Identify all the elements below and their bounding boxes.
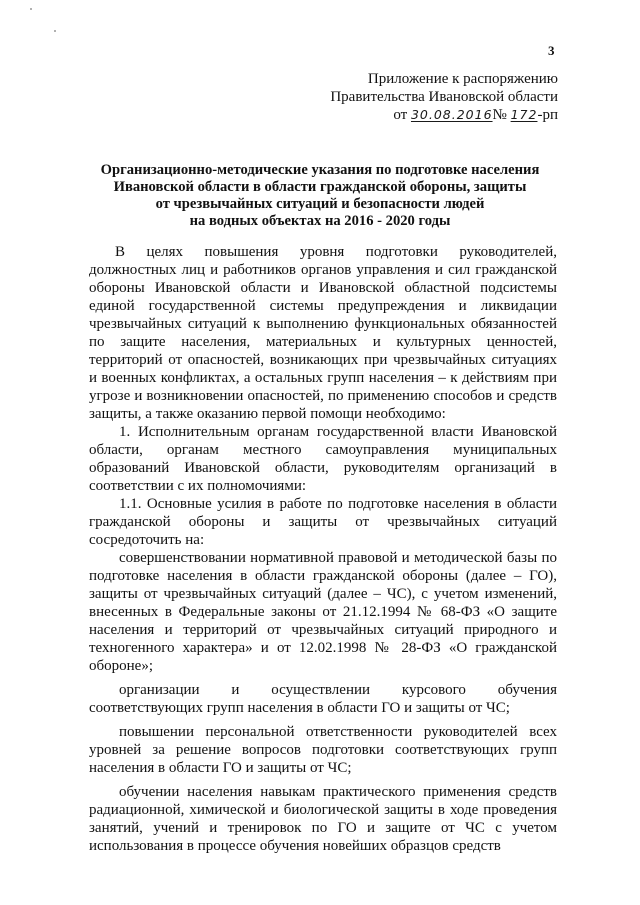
handwritten-date: 30.08.2016 [410, 107, 493, 122]
annex-header [330, 70, 558, 124]
title-line: от чрезвычайных ситуаций и безопасности людей [155, 196, 485, 212]
page-number: 3 [548, 43, 555, 58]
annex-line-2: Правительства Ивановской области [330, 89, 558, 105]
number-prefix: № [492, 107, 507, 123]
date-prefix: от [393, 107, 408, 123]
annex-line-1: Приложение к распоряжению [367, 71, 558, 87]
paragraph-item-1-1: 1.1. Основные усилия в работе по подготовке населения в области гражданской обороны и защиты от чрезвычайных ситуаций сосредоточить на: [89, 496, 557, 548]
title-line: Ивановской области в области гражданской обороны, защиты [113, 179, 527, 195]
title-line: Организационно-методические указания по подготовке населения [100, 162, 540, 178]
paragraph-item-1: 1. Исполнительным органам государственной власти Ивановской области, органам местного самоуправления муниципальных образований Ивановской области, руководителям организаций в соответствии с их полномочиями: [89, 424, 557, 494]
paragraph-bullet: повышении персональной ответственности руководителей всех уровней за решение вопросов подготовки соответствующих групп населения в области ГО и защиты от ЧС; [89, 724, 557, 776]
paragraph-bullet: организации и осуществлении курсового обучения соответствующих групп населения в области ГО и защиты от ЧС; [89, 682, 557, 716]
handwritten-number: 172 [510, 107, 538, 122]
document-body [89, 243, 557, 855]
title-line: на водных объектах на 2016 - 2020 годы [189, 213, 451, 229]
document-title [60, 162, 580, 230]
paragraph-intro: В целях повышения уровня подготовки руководителей, должностных лиц и работников органов управления и сил гражданской обороны Ивановской области и Ивановской областной подсистемы единой государственной системы предупреждения и ликвидации чрезвычайных ситуаций к выполнению функциональных обязанностей по защите населения, материальных и культурных ценностей, территорий от опасностей, возникающих при чрезвычайных ситуациях и военных конфликтах, а остальных групп населения – к действиям при угрозе и возникновении опасностей, по применению способов и средств защиты, а также оказанию первой помощи необходимо: [89, 244, 557, 422]
number-suffix: -рп [537, 107, 558, 123]
scan-speck [54, 30, 56, 32]
scan-speck [30, 8, 32, 10]
paragraph-bullet: обучении населения навыкам практического применения средств радиационной, химической и биологической защиты в ходе проведения занятий, учений и тренировок по ГО и защите от ЧС с учетом использования в процессе обучения новейших образцов средств [89, 784, 557, 854]
paragraph-bullet: совершенствовании нормативной правовой и методической базы по подготовке населения в области гражданской обороны (далее – ГО), защиты от чрезвычайных ситуаций (далее – ЧС), с учетом изменений, внесенных в Федеральные законы от 21.12.1994 № 68-ФЗ «О защите населения и территорий от чрезвычайных ситуаций природного и техногенного характера» и от 12.02.1998 № 28-ФЗ «О гражданской обороне»; [89, 550, 557, 674]
annex-date-line [330, 106, 558, 124]
